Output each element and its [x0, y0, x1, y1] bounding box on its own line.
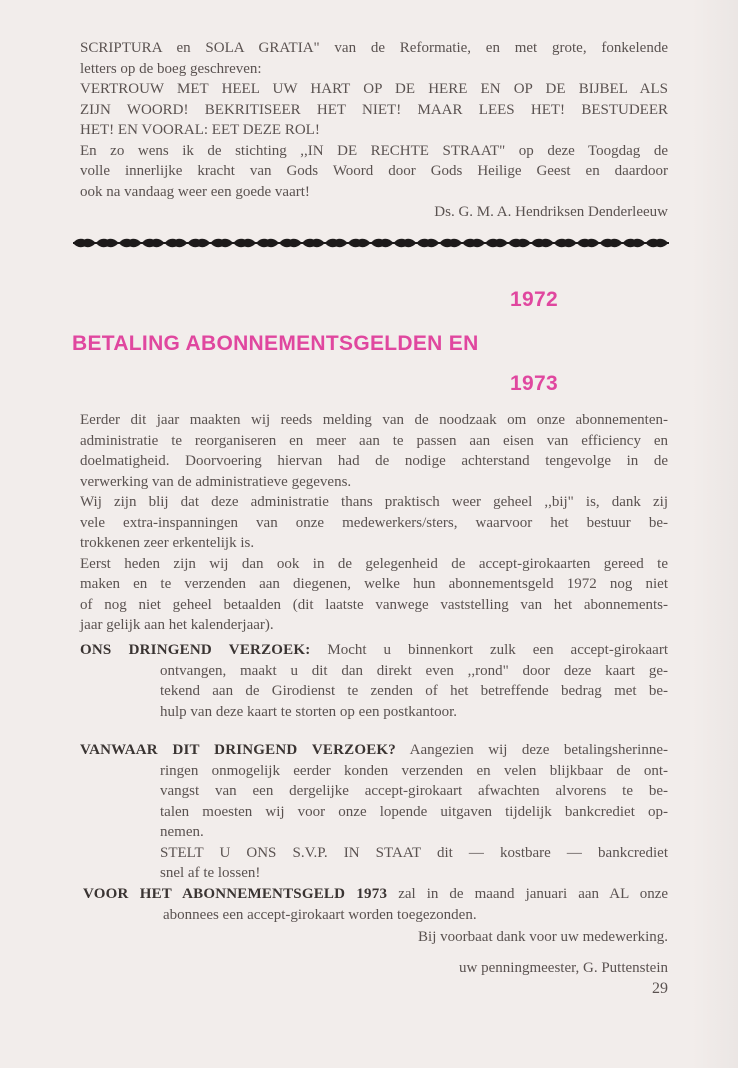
body-line: doelmatigheid. Doorvoering hiervan had de nodige achterstand tengevolge in de [80, 453, 668, 469]
intro-line: ook na vandaag weer een goede vaart! [80, 183, 310, 200]
why-line: talen moesten wij voor onze lopende uitgaven tijdelijk bankcrediet op- [160, 803, 668, 820]
why-paragraph [80, 740, 668, 884]
request-lead: ONS DRINGEND VERZOEK: [80, 642, 311, 658]
page-edge-shadow [692, 0, 738, 1068]
intro-line: volle innerlijke kracht van Gods Woord door Gods Heilige Geest en daardoor [80, 163, 668, 179]
next-year-line: abonnees een accept-girokaart worden toegezonden. [163, 906, 477, 923]
request-paragraph [80, 640, 668, 722]
why-line: vangst van een dergelijke accept-girokaart afwachten alvorens te be- [160, 783, 668, 799]
closing [80, 927, 668, 978]
intro-line: ZIJN WOORD! BEKRITISEER HET NIET! MAAR LEES HET! BESTUDEER [80, 101, 668, 118]
body-line: administratie te reorganiseren en meer aan te passen aan eisen van efficiency en [80, 432, 668, 449]
next-year-first-line: zal in de maand januari aan AL onze [398, 886, 669, 902]
body-line: Eerst heden zijn wij dan ook in de gelegenheid de accept-girokaarten gereed te [80, 555, 668, 572]
why-line: snel af te lossen! [160, 865, 261, 881]
intro-text [80, 38, 668, 223]
why-first-line: Aangezien wij deze betalingsherinne- [409, 742, 668, 758]
request-line: tekend aan de Girodienst te zenden of het betreffende bedrag met be- [160, 683, 668, 699]
body-line: maken en te verzenden aan diegenen, welke hun abonnementsgeld 1972 nog niet [80, 576, 668, 592]
body-line: Wij zijn blij dat deze administratie thans praktisch weer geheel ,,bij" is, dank zij [80, 494, 668, 510]
intro-signature: Ds. G. M. A. Hendriksen Denderleeuw [434, 204, 668, 220]
intro-line: HET! EN VOORAL: EET DEZE ROL! [80, 122, 320, 138]
body-line: of nog niet geheel betaalden (dit laatste vanwege vaststelling van het abonnements- [80, 596, 668, 613]
next-year-paragraph [83, 884, 668, 925]
next-year-lead: VOOR HET ABONNEMENTSGELD 1973 [83, 886, 388, 902]
closing-thanks: Bij voorbaat dank voor uw medewerking. [418, 929, 668, 945]
body-paragraphs [80, 410, 668, 636]
request-line: ontvangen, maakt u dit dan direkt even ,,rond" door deze kaart ge- [160, 662, 668, 679]
why-line: STELT U ONS S.V.P. IN STAAT dit — kostbare — bankcrediet [160, 844, 668, 861]
heading-title: BETALING ABONNEMENTSGELDEN EN [72, 332, 479, 355]
page-number: 29 [652, 980, 668, 997]
intro-line: En zo wens ik de stichting ,,IN DE RECHTE STRAAT" op deze Toogdag de [80, 142, 668, 159]
intro-line: SCRIPTURA en SOLA GRATIA" van de Reformatie, en met grote, fonkelende [80, 40, 668, 56]
why-line: nemen. [160, 824, 204, 840]
body-line: Eerder dit jaar maakten wij reeds melding van de noodzaak om onze abonnementen- [80, 412, 668, 428]
why-line: ringen onmogelijk eerder konden verzenden en velen blijkbaar de ont- [160, 762, 668, 779]
body-line: trokkenen zeer erkentelijk is. [80, 535, 255, 551]
why-lead: VANWAAR DIT DRINGEND VERZOEK? [80, 742, 396, 758]
body-line: vele extra-inspanningen van onze medewerkers/sters, waarvoor het bestuur be- [80, 514, 668, 531]
heading-year-1972: 1972 [510, 288, 558, 311]
heading-year-1973: 1973 [510, 372, 558, 395]
request-line: hulp van deze kaart te storten op een postkantoor. [160, 703, 457, 720]
intro-line: VERTROUW MET HEEL UW HART OP DE HERE EN OP DE BIJBEL ALS [80, 81, 668, 97]
request-first-line: Mocht u binnenkort zulk een accept-girokaart [327, 642, 668, 658]
ornamental-divider [73, 236, 669, 250]
closing-signature: uw penningmeester, G. Puttenstein [459, 959, 668, 976]
intro-line: letters op de boeg geschreven: [80, 60, 262, 77]
body-line: jaar gelijk aan het kalenderjaar). [80, 617, 274, 633]
body-line: verwerking van de administratieve gegevens. [80, 473, 352, 490]
